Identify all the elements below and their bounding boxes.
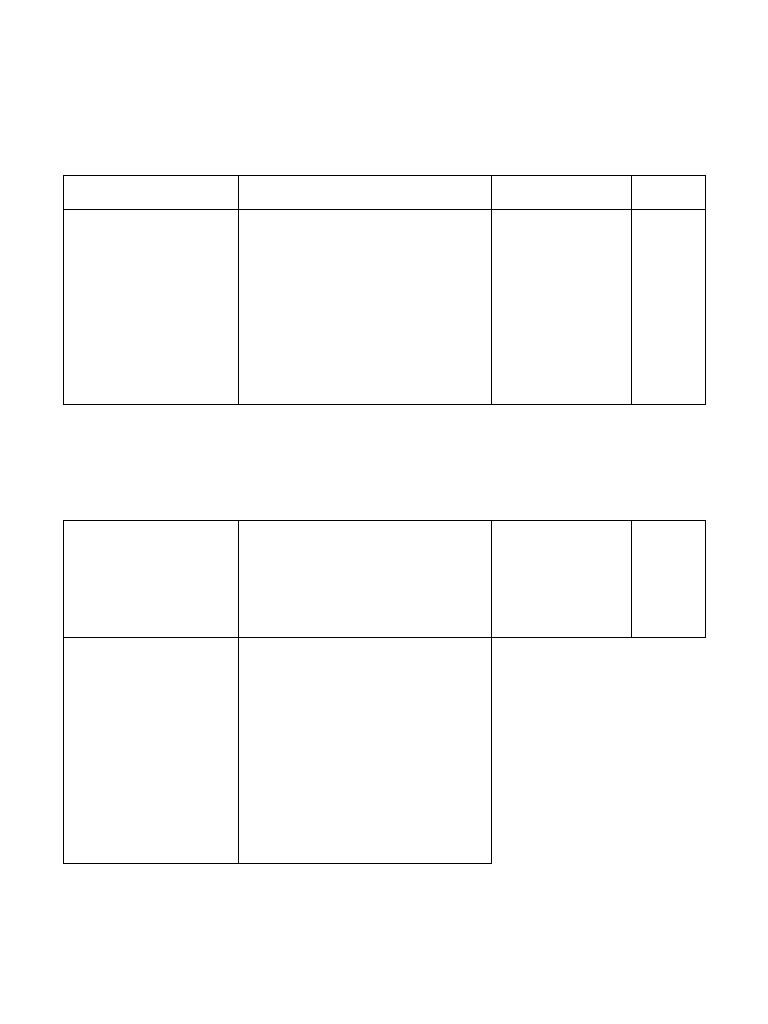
meta-label — [55, 138, 137, 155]
kd-cell — [64, 638, 239, 864]
table-row — [64, 210, 706, 405]
kd-cell — [64, 521, 239, 638]
meta-label — [55, 121, 137, 138]
meta-row-kelas — [55, 121, 137, 138]
meta-row-tahun — [55, 138, 137, 155]
identity-block — [55, 87, 137, 155]
meta-row-satuan — [55, 87, 137, 104]
meta-row-mapel — [55, 104, 137, 121]
mapel-cell — [492, 521, 632, 638]
table-header-row — [64, 176, 706, 210]
indikator-cell — [239, 521, 492, 638]
meta-label — [55, 104, 137, 121]
alokasi-cell — [632, 210, 706, 405]
header-indikator — [239, 176, 492, 210]
header-mata-pelajaran — [492, 176, 632, 210]
program-table-1 — [63, 175, 706, 405]
header-alokasi-waktu — [632, 176, 706, 210]
alokasi-cell — [632, 521, 706, 638]
meta-label — [55, 87, 137, 104]
mapel-cell — [492, 210, 632, 405]
header-kompetensi-dasar — [64, 176, 239, 210]
indikator-cell — [239, 638, 492, 864]
table-row — [64, 521, 706, 638]
kd-cell — [64, 210, 239, 405]
indikator-cell — [239, 210, 492, 405]
program-table-2 — [63, 520, 706, 864]
table-row — [64, 638, 706, 864]
